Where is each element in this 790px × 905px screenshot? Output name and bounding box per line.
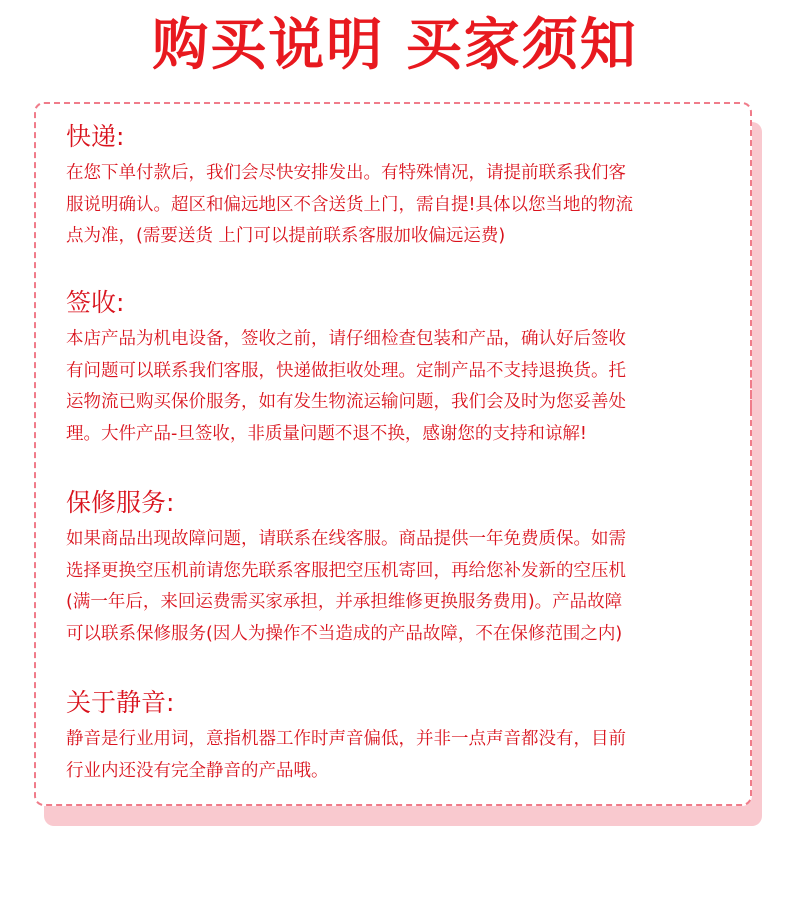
notice-card: [34, 102, 752, 806]
section-receipt: [66, 286, 746, 450]
section-silence: [66, 686, 746, 787]
section-body-shipping: 在您下单付款后，我们会尽快安排发出。有特殊情况，请提前联系我们客 服说明确认。超区和偏远地区不含送货上门，需自提!具体以您当地的物流 点为准，(需要送货 上门可以提前联系客服加收偏远运费): [66, 163, 634, 246]
card-edge-decoration: [750, 350, 758, 410]
section-warranty: [66, 486, 746, 650]
page-title: 购买说明 买家须知: [152, 13, 638, 78]
section-body-warranty: 如果商品出现故障问题，请联系在线客服。商品提供一年免费质保。如需 选择更换空压机前请您先联系客服把空压机寄回，再给您补发新的空压机 (满一年后，来回运费需买家承担，并承担维修更换服务费用)。产品故障 可以联系保修服务(因人为操作不当造成的产品故障，不在保修范围之内): [66, 529, 626, 644]
section-shipping: [66, 120, 746, 253]
section-heading-receipt: 签收:: [66, 288, 125, 317]
section-heading-warranty: 保修服务:: [66, 488, 175, 517]
section-body-silence: 静音是行业用词，意指机器工作时声音偏低，并非一点声音都没有，目前 行业内还没有完全静音的产品哦。: [66, 729, 626, 781]
section-heading-shipping: 快递:: [66, 122, 125, 151]
section-body-receipt: 本店产品为机电设备，签收之前，请仔细检查包装和产品，确认好后签收 有问题可以联系我们客服，快递做拒收处理。定制产品不支持退换货。托 运物流已购买保价服务，如有发生物流运输问题，我们会及时为您妥善处 理。大件产品-旦签收，非质量问题不退不换，感谢您的支持和谅解!: [66, 329, 626, 444]
section-heading-silence: 关于静音:: [66, 688, 175, 717]
